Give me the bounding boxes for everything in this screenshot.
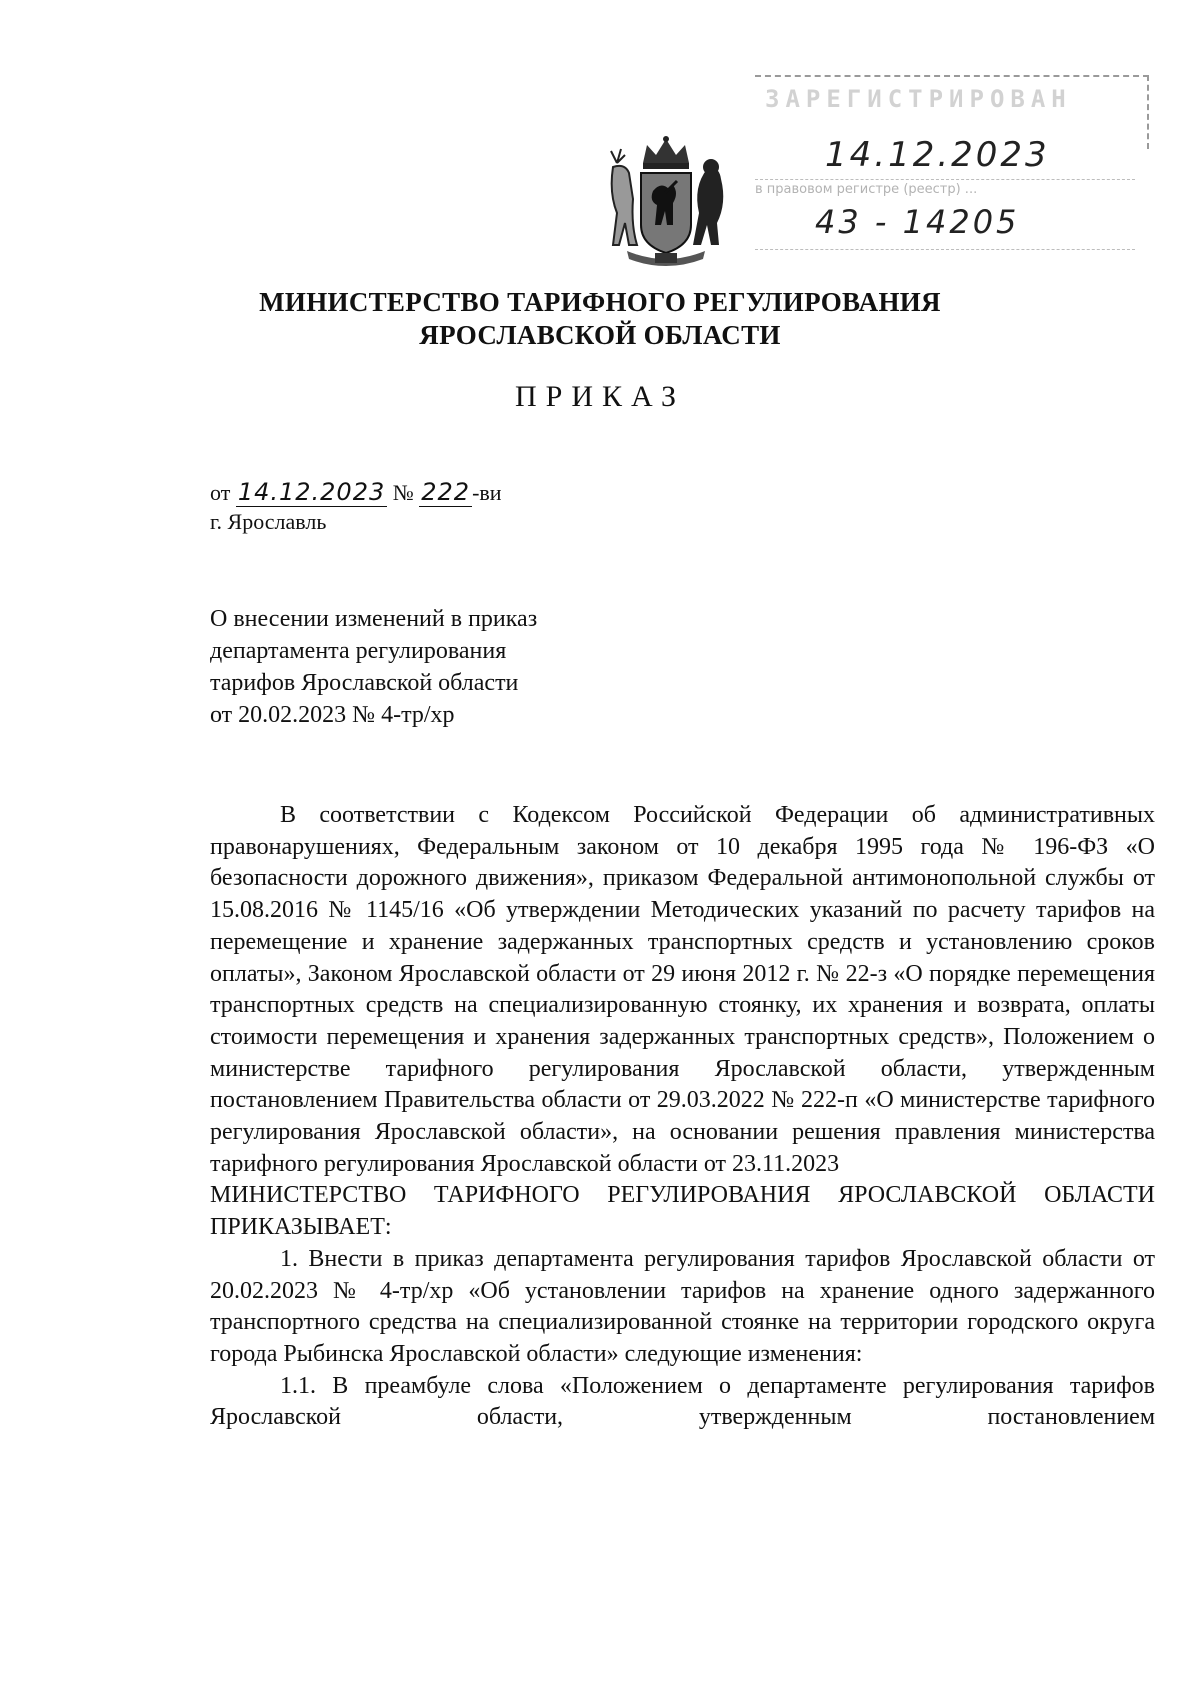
document-type-title: ПРИКАЗ — [515, 380, 685, 413]
document-date: 14.12.2023 — [237, 478, 386, 506]
subject-line2: департамента регулирования — [210, 638, 507, 664]
document-body — [210, 800, 1155, 1434]
number-suffix: -ви — [472, 480, 502, 505]
preamble-paragraph: В соответствии с Кодексом Российской Федерации об административных правонарушениях, Федеральным законом от 10 декабря 1995 года № 196-ФЗ «О безопасности дорожного движения», приказом Федеральной антимонопольной службы от 15.08.2016 № 1145/16 «Об утверждении Методических указаний по расчету тарифов на перемещение и хранение задержанных транспортных средств и установлению сроков оплаты», Законом Ярославской области от 29 июня 2012 г. № 22-з «О порядке перемещения транспортных средств на специализированную стоянку, их хранения и возврата, оплаты стоимости перемещения и хранения задержанных транспортных средств», Положением о министерстве тарифного регулирования Ярославской области, утвержденным постановлением Правительства области от 29.03.2022 № 222-п «О министерстве тарифного регулирования Ярославской области», на основании решения правления министерства тарифного регулирования Ярославской области от 23.11.2023 — [210, 802, 1155, 1177]
item-1-paragraph: 1. Внести в приказ департамента регулирования тарифов Ярославской области от 20.02.2023 № 4-тр/хр «Об установлении тарифов на хранение одного задержанного транспортного средства на специализированной стоянке на территории городского округа города Рыбинска Ярославской области» следующие изменения: — [210, 1245, 1155, 1367]
subject-line3: тарифов Ярославской области — [210, 670, 519, 696]
orders-paragraph: МИНИСТЕРСТВО ТАРИФНОГО РЕГУЛИРОВАНИЯ ЯРОСЛАВСКОЙ ОБЛАСТИ ПРИКАЗЫВАЕТ: — [210, 1182, 1155, 1241]
ministry-name-line2: ЯРОСЛАВСКОЙ ОБЛАСТИ — [419, 320, 781, 350]
stamp-date: 14.12.2023 — [825, 135, 1050, 175]
document-number: 222 — [421, 478, 471, 506]
registration-stamp — [755, 75, 1155, 255]
stamp-underline — [755, 249, 1135, 250]
city-line: г. Ярославль — [210, 509, 327, 534]
from-label: от — [210, 480, 231, 505]
item-1-1-paragraph: 1.1. В преамбуле слова «Положением о департаменте регулирования тарифов Ярославской области, утвержденным постановлением — [210, 1372, 1155, 1431]
ministry-name — [0, 286, 1200, 352]
yaroslavl-coat-of-arms-icon — [603, 133, 729, 271]
document-subject — [210, 603, 537, 731]
ministry-name-line1: МИНИСТЕРСТВО ТАРИФНОГО РЕГУЛИРОВАНИЯ — [259, 287, 941, 317]
subject-line1: О внесении изменений в приказ — [210, 606, 538, 632]
subject-line4: от 20.02.2023 № 4-тр/хр — [210, 702, 455, 728]
stamp-number: 43 - 14205 — [815, 203, 1020, 241]
stamp-header: ЗАРЕГИСТРИРОВАН — [765, 85, 1072, 113]
date-number-line — [210, 478, 502, 507]
number-label: № — [392, 480, 414, 505]
stamp-note: в правовом регистре (реестр) ... — [755, 179, 1135, 197]
document-meta — [210, 478, 502, 536]
